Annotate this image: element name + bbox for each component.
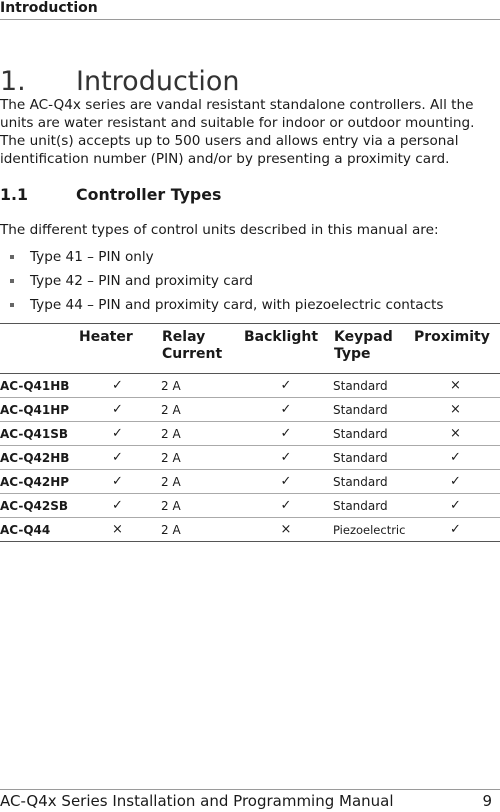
model-cell: AC-Q42SB bbox=[0, 494, 76, 518]
model-cell: AC-Q42HB bbox=[0, 446, 76, 470]
keypad-type-cell: Standard bbox=[331, 398, 411, 422]
running-header-title: Introduction bbox=[0, 0, 98, 16]
page-number: 9 bbox=[482, 792, 492, 810]
table-row bbox=[0, 494, 500, 518]
controller-types-table bbox=[0, 323, 500, 542]
model-cell: AC-Q41SB bbox=[0, 422, 76, 446]
backlight-check-icon: ✓ bbox=[241, 422, 331, 446]
column-header-proximity: Proximity bbox=[411, 324, 500, 374]
backlight-check-icon: ✓ bbox=[241, 446, 331, 470]
list-item bbox=[0, 245, 500, 269]
bullet-square-icon bbox=[10, 279, 14, 283]
chapter-number: 1. bbox=[0, 66, 26, 98]
table-row bbox=[0, 422, 500, 446]
model-cell: AC-Q44 bbox=[0, 518, 76, 542]
running-header bbox=[0, 0, 500, 20]
column-header-keypad-type: Keypad Type bbox=[331, 324, 411, 374]
bullet-square-icon bbox=[10, 303, 14, 307]
heater-cross-icon: × bbox=[76, 518, 159, 542]
bullet-square-icon bbox=[10, 255, 14, 259]
controller-type-list bbox=[0, 245, 500, 317]
keypad-type-cell: Standard bbox=[331, 446, 411, 470]
lead-text: The different types of control units described in this manual are: bbox=[0, 222, 439, 238]
relay-current-cell: 2 A bbox=[159, 422, 241, 446]
relay-current-cell: 2 A bbox=[159, 374, 241, 398]
keypad-type-cell: Piezoelectric bbox=[331, 518, 411, 542]
relay-current-cell: 2 A bbox=[159, 494, 241, 518]
backlight-check-icon: ✓ bbox=[241, 494, 331, 518]
section-number: 1.1 bbox=[0, 185, 28, 204]
relay-current-cell: 2 A bbox=[159, 518, 241, 542]
column-header-model bbox=[0, 324, 76, 374]
column-header-heater: Heater bbox=[76, 324, 159, 374]
proximity-cross-icon: × bbox=[411, 422, 500, 446]
heater-check-icon: ✓ bbox=[76, 446, 159, 470]
proximity-check-icon: ✓ bbox=[411, 446, 500, 470]
chapter-heading bbox=[0, 66, 240, 97]
table-row bbox=[0, 374, 500, 398]
backlight-cross-icon: × bbox=[241, 518, 331, 542]
section-heading bbox=[0, 185, 221, 204]
table-row bbox=[0, 398, 500, 422]
relay-current-cell: 2 A bbox=[159, 398, 241, 422]
column-header-backlight: Backlight bbox=[241, 324, 331, 374]
list-item-label: Type 41 – PIN only bbox=[30, 249, 154, 265]
backlight-check-icon: ✓ bbox=[241, 374, 331, 398]
proximity-cross-icon: × bbox=[411, 398, 500, 422]
list-item bbox=[0, 293, 500, 317]
table-row bbox=[0, 470, 500, 494]
list-item-label: Type 42 – PIN and proximity card bbox=[30, 273, 254, 289]
relay-current-cell: 2 A bbox=[159, 446, 241, 470]
relay-current-cell: 2 A bbox=[159, 470, 241, 494]
footer-document-title: AC-Q4x Series Installation and Programming Manual bbox=[0, 792, 394, 810]
keypad-type-cell: Standard bbox=[331, 422, 411, 446]
proximity-cross-icon: × bbox=[411, 374, 500, 398]
column-header-relay-current: Relay Current bbox=[159, 324, 241, 374]
keypad-type-cell: Standard bbox=[331, 494, 411, 518]
table-header-row bbox=[0, 324, 500, 374]
proximity-check-icon: ✓ bbox=[411, 470, 500, 494]
keypad-type-cell: Standard bbox=[331, 470, 411, 494]
heater-check-icon: ✓ bbox=[76, 398, 159, 422]
list-item bbox=[0, 269, 500, 293]
footer-rule bbox=[0, 789, 500, 790]
intro-paragraph: The AC-Q4x series are vandal resistant standalone controllers. All the units are water resistant and suitable for indoor or outdoor mounting. The unit(s) accepts up to 500 users and allows entry via a personal identification number (PIN) and/or by presenting a proximity card. bbox=[0, 97, 475, 167]
table-row bbox=[0, 446, 500, 470]
backlight-check-icon: ✓ bbox=[241, 398, 331, 422]
model-cell: AC-Q41HP bbox=[0, 398, 76, 422]
table-row bbox=[0, 518, 500, 542]
heater-check-icon: ✓ bbox=[76, 494, 159, 518]
proximity-check-icon: ✓ bbox=[411, 518, 500, 542]
model-cell: AC-Q42HP bbox=[0, 470, 76, 494]
page-footer bbox=[0, 789, 500, 812]
keypad-type-cell: Standard bbox=[331, 374, 411, 398]
backlight-check-icon: ✓ bbox=[241, 470, 331, 494]
header-rule bbox=[0, 19, 500, 20]
heater-check-icon: ✓ bbox=[76, 470, 159, 494]
model-cell: AC-Q41HB bbox=[0, 374, 76, 398]
proximity-check-icon: ✓ bbox=[411, 494, 500, 518]
heater-check-icon: ✓ bbox=[76, 374, 159, 398]
chapter-title: Introduction bbox=[76, 66, 240, 98]
section-title: Controller Types bbox=[76, 185, 222, 204]
list-item-label: Type 44 – PIN and proximity card, with piezoelectric contacts bbox=[30, 297, 444, 313]
heater-check-icon: ✓ bbox=[76, 422, 159, 446]
